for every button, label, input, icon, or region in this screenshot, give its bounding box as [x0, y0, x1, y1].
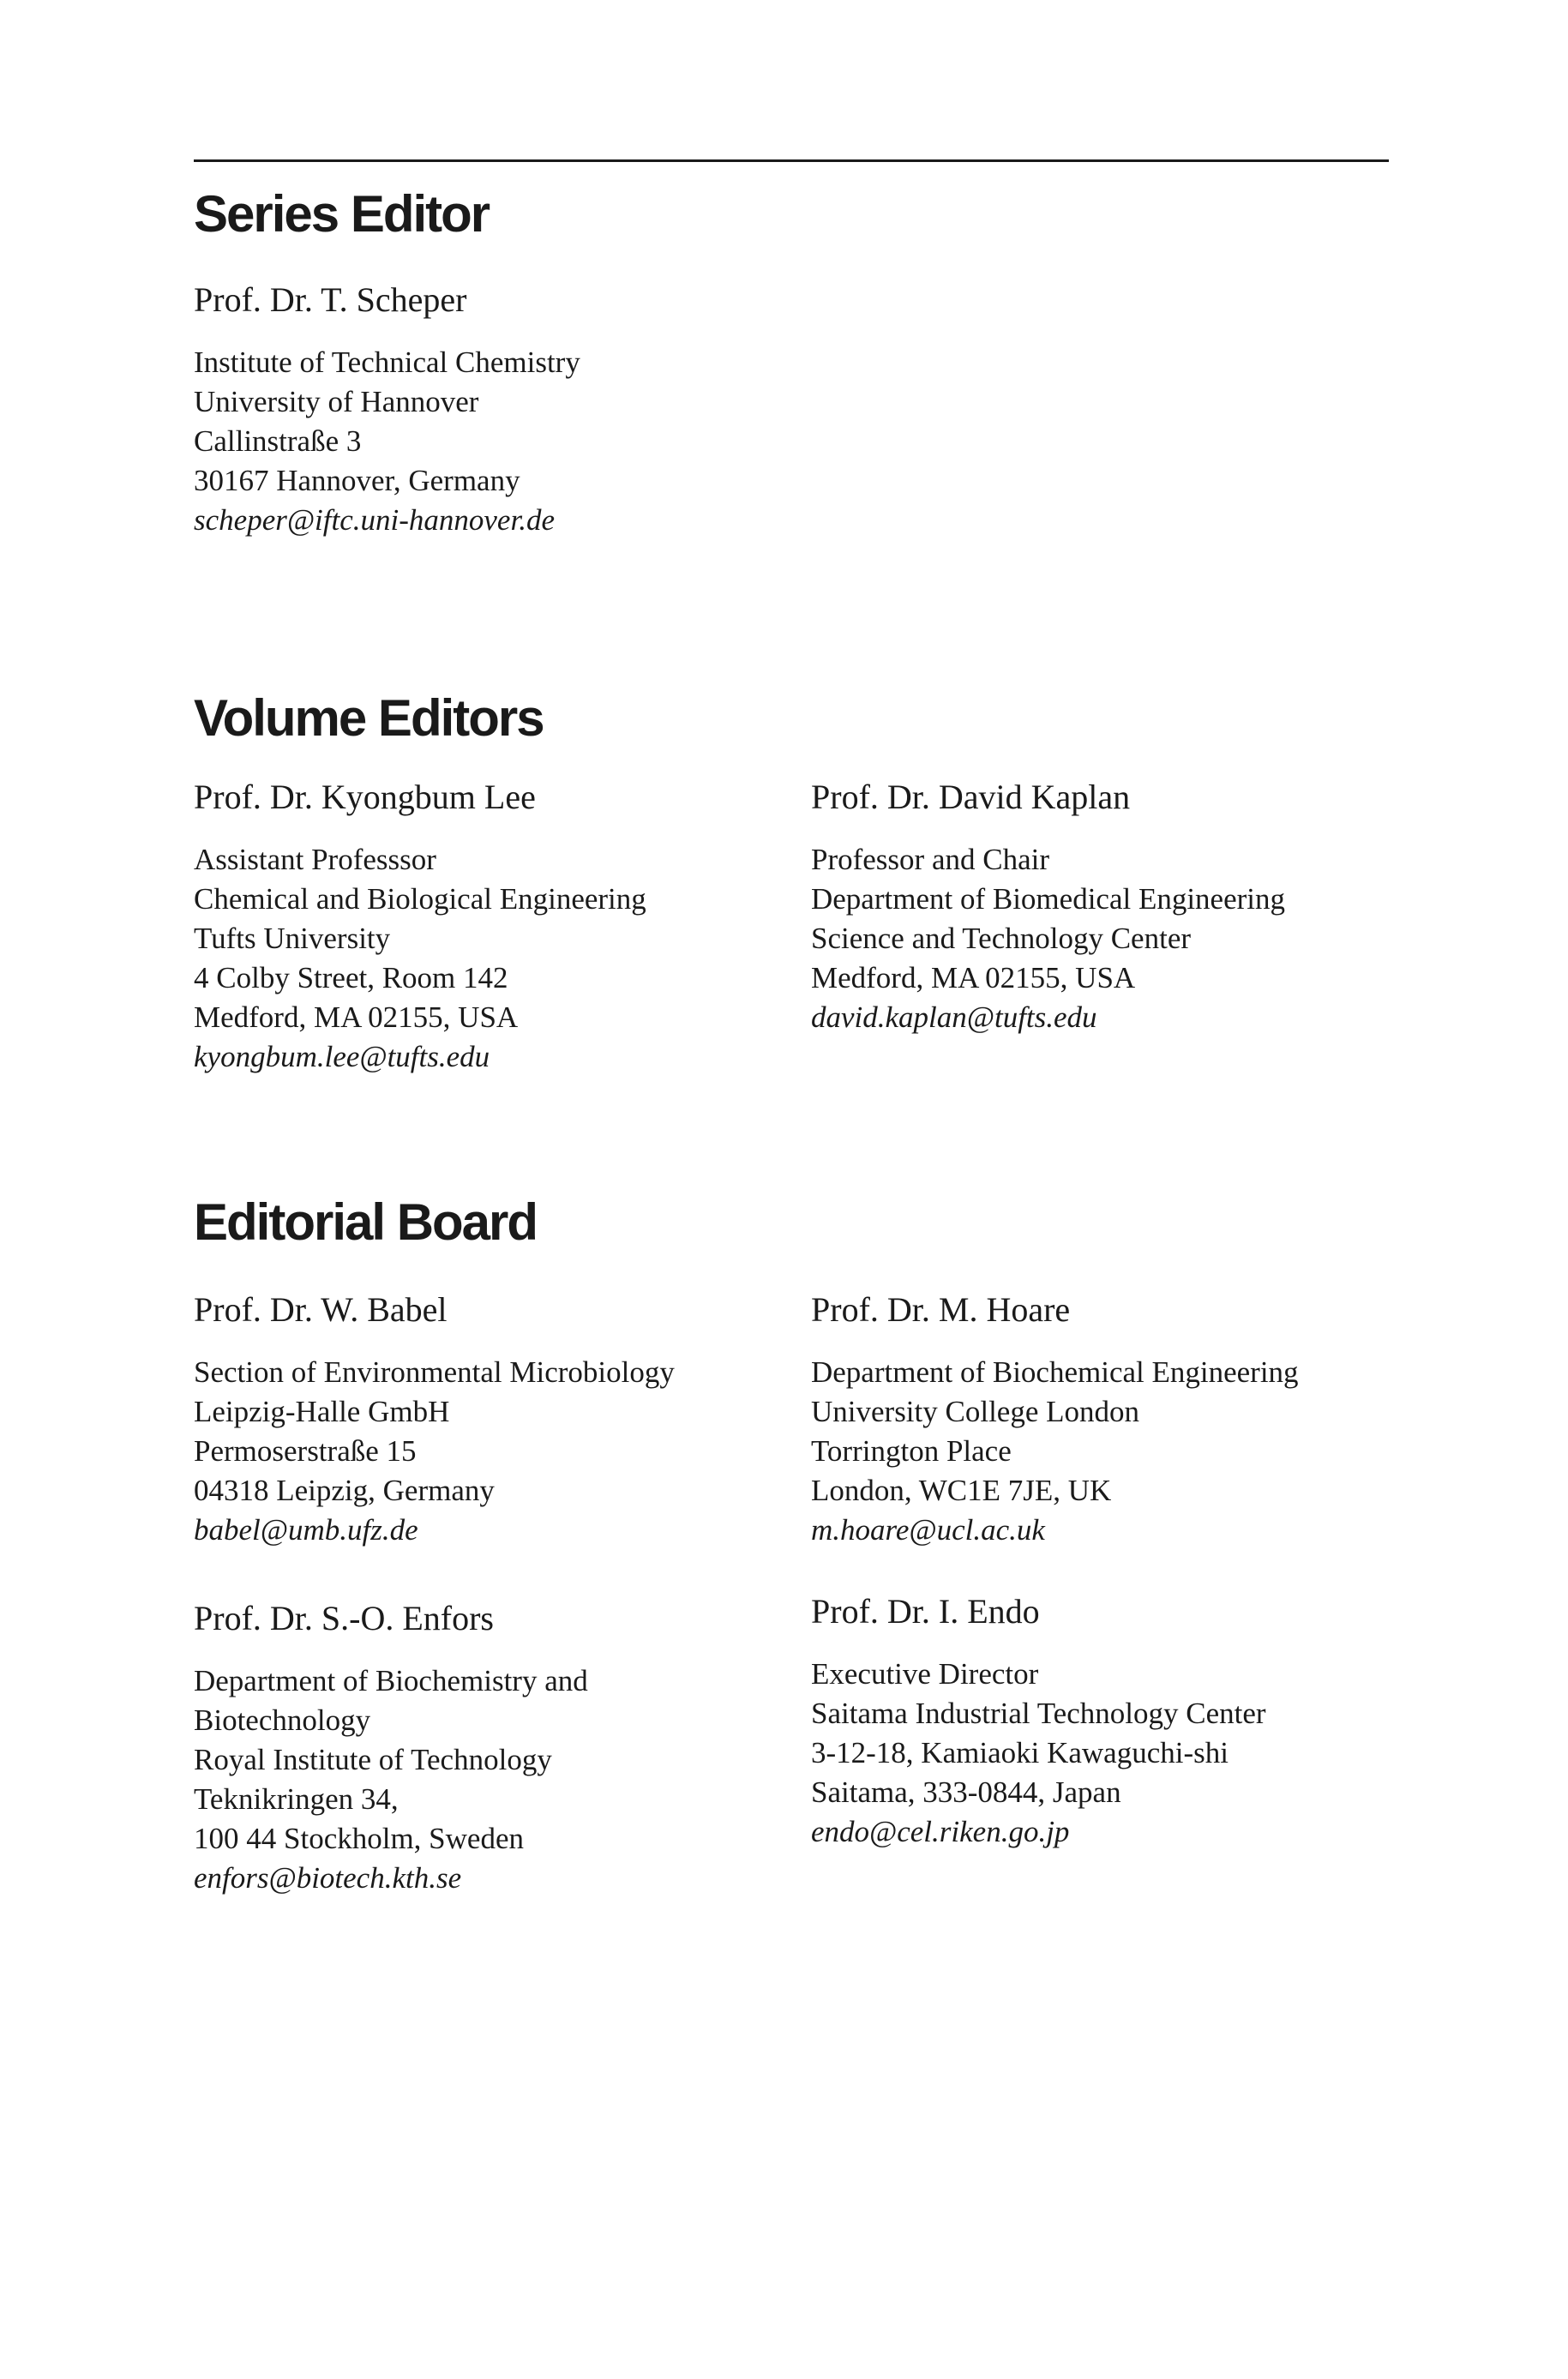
address-line: Tufts University [194, 922, 391, 955]
address-line: Department of Biomedical Engineering [811, 882, 1286, 916]
series-editor-heading: Series Editor [194, 185, 490, 243]
editor-email: scheper@iftc.uni-hannover.de [194, 503, 555, 537]
editor-name: Prof. Dr. I. Endo [811, 1592, 1040, 1631]
address-line: Assistant Professsor [194, 843, 436, 876]
address-line: 4 Colby Street, Room 142 [194, 961, 508, 994]
editor-name: Prof. Dr. S.-O. Enfors [194, 1599, 494, 1637]
address-line: Science and Technology Center [811, 922, 1192, 955]
top-rule [194, 159, 1389, 162]
address-line: Executive Director [811, 1657, 1039, 1691]
address-line: Permoserstraße 15 [194, 1434, 417, 1468]
address-line: Chemical and Biological Engineering [194, 882, 646, 916]
address-line: 3-12-18, Kamiaoki Kawaguchi-shi [811, 1736, 1229, 1769]
address-line: Royal Institute of Technology [194, 1743, 552, 1776]
editor-name: Prof. Dr. T. Scheper [194, 280, 467, 319]
board-entry-babel [194, 1290, 675, 1550]
editor-email: kyongbum.lee@tufts.edu [194, 1040, 490, 1073]
board-entry-hoare [811, 1290, 1299, 1550]
address-line: Professor and Chair [811, 843, 1050, 876]
address-line: Torrington Place [811, 1434, 1012, 1468]
address-line: Medford, MA 02155, USA [811, 961, 1136, 994]
address-line: Institute of Technical Chemistry [194, 345, 580, 379]
address-line: University of Hannover [194, 385, 479, 418]
editor-name: Prof. Dr. W. Babel [194, 1290, 448, 1329]
address-line: Section of Environmental Microbiology [194, 1355, 675, 1389]
editorial-board-heading: Editorial Board [194, 1193, 538, 1251]
address-line: Medford, MA 02155, USA [194, 1000, 519, 1034]
address-line: 30167 Hannover, Germany [194, 464, 520, 497]
board-entry-enfors [194, 1601, 588, 1898]
address-line: Saitama Industrial Technology Center [811, 1697, 1266, 1730]
series-editor-entry-scheper [194, 280, 580, 540]
volume-editor-entry-lee [194, 780, 646, 1077]
address-line: Saitama, 333-0844, Japan [811, 1775, 1121, 1809]
volume-editors-heading: Volume Editors [194, 689, 544, 747]
editor-name: Prof. Dr. M. Hoare [811, 1290, 1071, 1329]
address-line: London, WC1E 7JE, UK [811, 1474, 1112, 1507]
address-line: Teknikringen 34, [194, 1782, 399, 1816]
address-line: 04318 Leipzig, Germany [194, 1474, 495, 1507]
editor-email: david.kaplan@tufts.edu [811, 1000, 1097, 1034]
address-line: Department of Biochemistry and [194, 1664, 588, 1697]
editor-email: endo@cel.riken.go.jp [811, 1815, 1070, 1848]
editor-email: m.hoare@ucl.ac.uk [811, 1513, 1045, 1547]
address-line: Leipzig-Halle GmbH [194, 1395, 450, 1428]
address-line: Biotechnology [194, 1703, 371, 1737]
editor-name: Prof. Dr. David Kaplan [811, 778, 1131, 816]
address-line: Department of Biochemical Engineering [811, 1355, 1299, 1389]
board-entry-endo [811, 1592, 1266, 1852]
volume-editor-entry-kaplan [811, 780, 1285, 1037]
address-line: 100 44 Stockholm, Sweden [194, 1822, 524, 1855]
address-line: University College London [811, 1395, 1140, 1428]
editor-name: Prof. Dr. Kyongbum Lee [194, 778, 536, 816]
address-line: Callinstraße 3 [194, 424, 362, 458]
editor-email: enfors@biotech.kth.se [194, 1861, 462, 1895]
editor-email: babel@umb.ufz.de [194, 1513, 418, 1547]
